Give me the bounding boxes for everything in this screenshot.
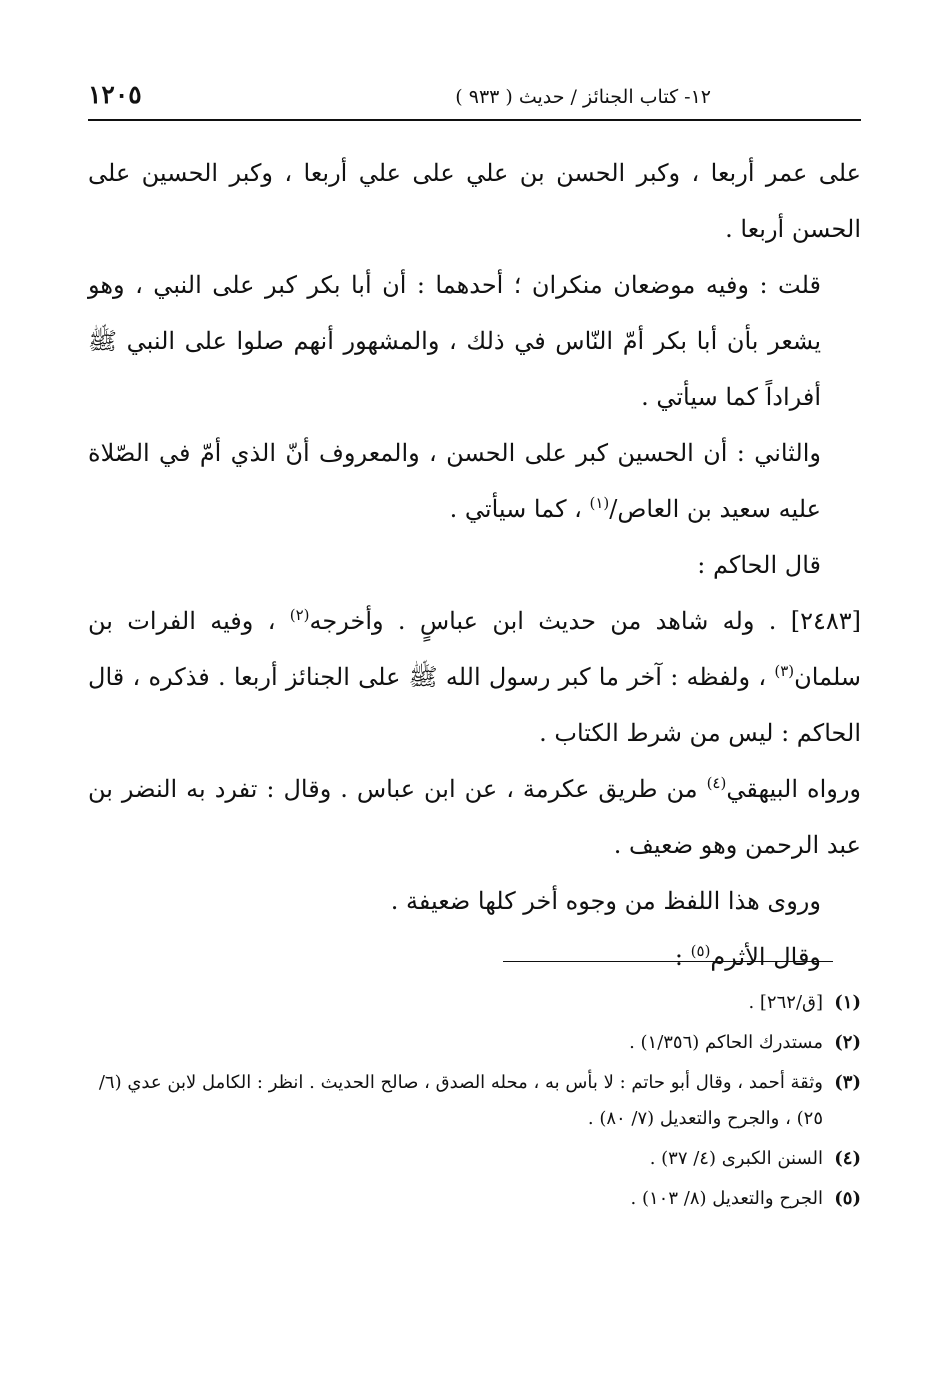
footnote-ref-5: (٥) bbox=[690, 942, 711, 960]
footnote-1 bbox=[88, 985, 861, 1021]
footnote-2-text: مستدرك الحاكم (١/٣٥٦) . bbox=[629, 1032, 823, 1053]
footnote-5-number: (٥) bbox=[834, 1188, 861, 1209]
footnote-1-number: (١) bbox=[834, 992, 861, 1013]
footnote-5-text: الجرح والتعديل (٨/ ١٠٣) . bbox=[630, 1188, 823, 1209]
footnote-ref-1: (١) bbox=[589, 494, 610, 512]
paragraph-8 bbox=[88, 929, 861, 985]
footnote-2 bbox=[88, 1025, 861, 1061]
paragraph-5-text-c: ، ولفظه : آخر ما كبر رسول الله ﷺ على الجنائز أربعا . فذكره ، قال الحاكم : ليس من شرط الكتاب . bbox=[88, 663, 861, 747]
paragraph-7: وروى هذا اللفظ من وجوه أخر كلها ضعيفة . bbox=[390, 887, 821, 915]
footnote-5 bbox=[88, 1181, 861, 1217]
paragraph-2: قلت : وفيه موضعان منكران ؛ أحدهما : أن أبا بكر كبر على النبي ، وهو يشعر بأن أبا بكر أمّ النّاس في ذلك ، والمشهور أنهم صلوا على النبي ﷺ أفراداً كما سيأتي . bbox=[88, 271, 821, 411]
footnote-3-number: (٣) bbox=[834, 1072, 861, 1093]
paragraph-3-text-b: ، كما سيأتي . bbox=[449, 495, 590, 523]
paragraph-5 bbox=[88, 593, 861, 761]
footnote-4-text: السنن الكبرى (٤/ ٣٧) . bbox=[649, 1148, 823, 1169]
header-divider bbox=[88, 119, 861, 121]
page-header bbox=[88, 78, 861, 118]
main-text bbox=[88, 145, 861, 985]
page-number: ١٢٠٥ bbox=[88, 80, 142, 109]
paragraph-6-text-b: من طريق عكرمة ، عن ابن عباس . وقال : تفرد به النضر بن عبد الرحمن وهو ضعيف . bbox=[88, 775, 861, 859]
paragraph-6-text-a: ورواه البيهقي bbox=[726, 775, 862, 803]
footnote-ref-3: (٣) bbox=[774, 662, 795, 680]
paragraph-8-text-a: وقال الأثرم bbox=[710, 943, 821, 971]
running-title: ١٢- كتاب الجنائز / حديث ( ٩٣٣ ) bbox=[455, 86, 711, 108]
footnote-ref-4: (٤) bbox=[706, 774, 727, 792]
paragraph-3 bbox=[88, 425, 861, 537]
paragraph-6 bbox=[88, 761, 861, 873]
footnote-ref-2: (٢) bbox=[289, 606, 310, 624]
paragraph-5-text-b: ، وفيه الفرات بن سلمان bbox=[88, 607, 861, 691]
paragraph-4: قال الحاكم : bbox=[697, 551, 821, 579]
footnotes bbox=[88, 985, 861, 1221]
footnote-3-text: وثقة أحمد ، وقال أبو حاتم : لا بأس به ، محله الصدق ، صالح الحديث . انظر : الكامل لابن عدي (٦/ ٢٥) ، والجرح والتعديل (٧/ ٨٠) . bbox=[98, 1072, 823, 1129]
footnote-2-number: (٢) bbox=[834, 1032, 861, 1053]
footnote-1-text: [ق/٢٦٢] . bbox=[748, 992, 823, 1013]
paragraph-5-text-a: [٢٤٨٣] . وله شاهد من حديث ابن عباسٍ . وأخرجه bbox=[309, 607, 861, 635]
paragraph-8-text-b: : bbox=[674, 943, 691, 971]
footnote-4-number: (٤) bbox=[834, 1148, 861, 1169]
footnote-3 bbox=[88, 1065, 861, 1137]
paragraph-1: على عمر أربعا ، وكبر الحسن بن علي على علي أربعا ، وكبر الحسين على الحسن أربعا . bbox=[88, 159, 862, 243]
paragraph-3-text-a: والثاني : أن الحسين كبر على الحسن ، والمعروف أنّ الذي أمّ في الصّلاة عليه سعيد بن العاص/ bbox=[88, 439, 821, 523]
footnote-divider bbox=[503, 961, 833, 962]
footnote-4 bbox=[88, 1141, 861, 1177]
